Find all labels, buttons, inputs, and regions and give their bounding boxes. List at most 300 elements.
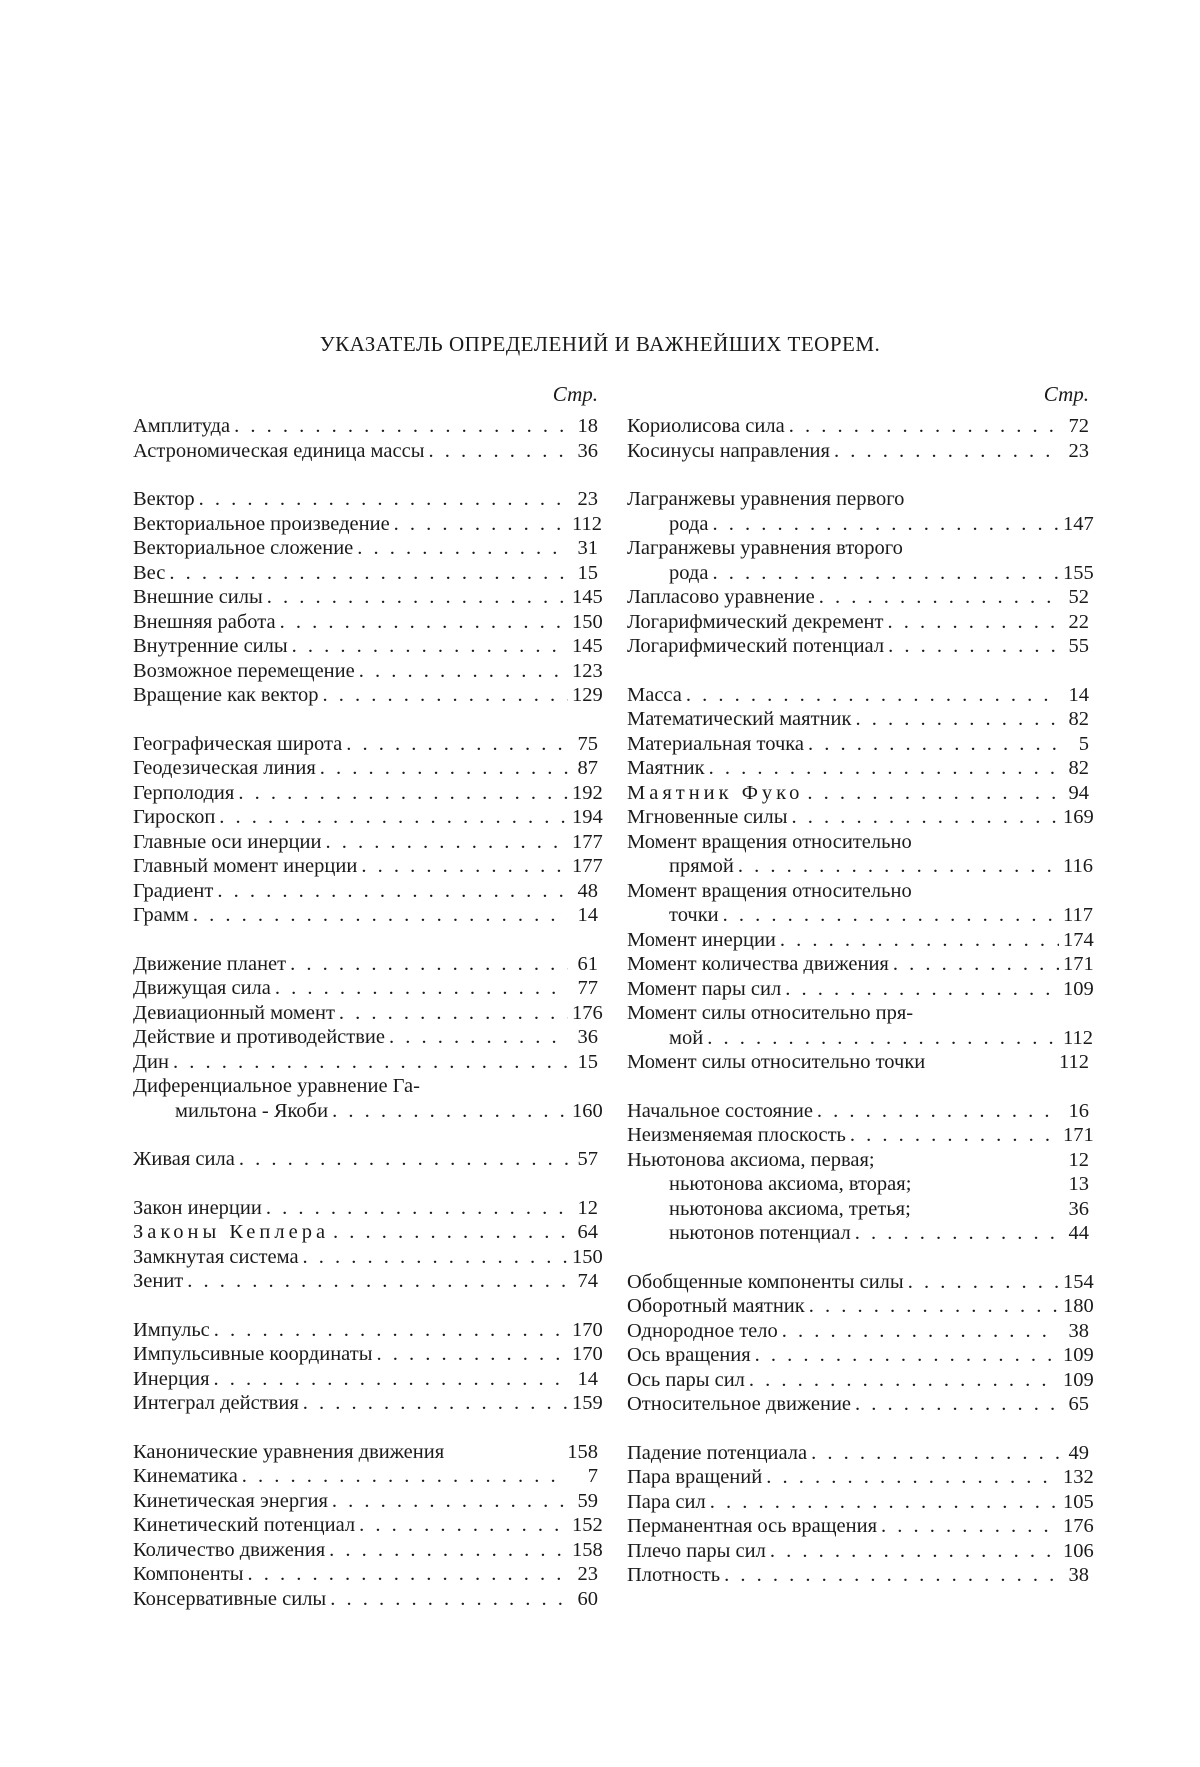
index-term: Пара сил [627,1490,706,1513]
index-page-number: 74 [577,1270,598,1292]
index-entry [627,1563,1089,1588]
index-entry [627,487,1089,512]
dot-leader [686,683,1059,708]
index-entry [627,1050,1089,1075]
index-entry [627,1294,1094,1319]
index-page-number: 170 [572,1343,603,1365]
index-term: Инерция [133,1367,210,1390]
index-page-number: 38 [1068,1564,1089,1586]
index-entry [133,561,598,586]
dot-leader [850,1123,1059,1148]
index-entry [627,952,1094,977]
index-page-number: 48 [577,879,598,902]
index-entry [627,439,1089,464]
index-group [627,683,1094,1075]
dot-leader [855,1221,1059,1246]
dot-leader [290,952,568,977]
index-entry [133,536,598,561]
index-entry [133,1513,603,1538]
index-page-number: 160 [572,1099,603,1122]
index-group [627,1099,1094,1246]
index-entry [627,1148,1089,1173]
dot-leader [275,976,568,1001]
index-entry [133,487,598,512]
dot-leader [855,1392,1059,1417]
index-term: Градиент [133,879,214,902]
index-page-number: 23 [577,1563,598,1585]
dot-leader [214,1367,569,1392]
index-term: Движущая сила [133,977,271,999]
index-page-number: 194 [572,806,603,828]
index-term: Перманентная ось вращения [627,1515,878,1537]
index-term: мильтона - Якоби [175,1099,329,1122]
index-entry [627,781,1089,806]
index-term: Логарифмический потенциал [627,635,885,657]
index-term: Момент пары сил [627,977,782,1000]
index-term: Амплитуда [133,415,231,437]
dot-leader [267,585,568,610]
index-term: Момент вращения относительно [627,879,912,902]
index-page-number: 14 [577,904,598,926]
index-entry [133,1367,598,1392]
index-term: Кинетический потенциал [133,1514,356,1536]
dot-leader [749,1368,1059,1393]
index-entry [627,1319,1089,1344]
index-entry [627,805,1094,830]
index-term: Маятник [627,757,705,779]
index-term: Мгновенные силы [627,806,788,828]
dot-leader [881,1514,1059,1539]
index-entry [627,854,1093,879]
index-entry [627,512,1094,537]
index-term: Пара вращений [627,1466,763,1488]
index-column-left [133,380,603,1635]
index-entry [133,1391,603,1416]
index-group [627,1441,1094,1588]
page-title: УКАЗАТЕЛЬ ОПРЕДЕЛЕНИЙ И ВАЖНЕЙШИХ ТЕОРЕМ. [319,332,881,356]
index-term: Момент количества движения [627,953,889,975]
dot-leader [329,1538,568,1563]
index-entry [133,634,603,659]
index-entry [627,414,1089,439]
index-entry [133,414,598,439]
dot-leader [394,512,568,537]
index-entry [627,1490,1094,1515]
index-page-number: 64 [577,1221,598,1243]
index-term: Гироскоп [133,806,216,828]
index-page-number: 12 [577,1196,598,1219]
index-term: Движение планет [133,952,287,975]
index-entry [133,781,603,806]
index-term: Импульсивные координаты [133,1343,373,1365]
index-term: прямой [669,855,734,877]
dot-leader [169,561,568,586]
index-page-number: 49 [1068,1441,1089,1464]
dot-leader [359,659,568,684]
index-term: Логарифмический декремент [627,610,884,633]
dot-leader [782,1319,1059,1344]
index-page-number: 145 [572,586,603,608]
index-term: Вес [133,561,166,584]
index-entry [627,683,1089,708]
index-entry [133,439,598,464]
dot-leader [330,1587,568,1612]
index-entry [627,1539,1094,1564]
index-entry [627,928,1094,953]
index-group [627,487,1094,659]
index-term: мой [669,1026,704,1049]
dot-leader [247,1562,568,1587]
index-entry [133,585,603,610]
index-entry [627,1514,1094,1539]
index-term: Математический маятник [627,708,852,730]
index-page-number: 23 [577,488,598,510]
index-page-number: 116 [1063,855,1093,877]
index-page-number: 14 [577,1367,598,1390]
index-entry [627,1368,1094,1393]
dot-leader [712,512,1059,537]
index-entry [133,1587,598,1612]
index-term: Момент силы относительно пря- [627,1002,914,1024]
index-page-number: 105 [1063,1490,1094,1513]
dot-leader [766,1465,1059,1490]
index-page-number: 155 [1063,561,1094,584]
index-term: Зенит [133,1270,184,1292]
dot-leader [908,1270,1059,1295]
index-term: точки [669,904,719,926]
dot-leader [893,952,1059,977]
dot-leader [855,707,1059,732]
index-term: Косинусы направления [627,439,830,462]
index-term: Материальная точка [627,732,805,755]
index-entry [133,1489,598,1514]
index-term: Географическая широта [133,732,343,755]
index-entry [133,976,598,1001]
dot-leader [320,756,568,781]
dot-leader [709,756,1059,781]
index-term: Неизменяемая плоскость [627,1124,846,1146]
dot-leader [428,439,568,464]
index-page-number: 176 [1063,1515,1094,1537]
dot-leader [238,781,568,806]
index-page-number: 180 [1063,1295,1094,1317]
index-term: ньютонова аксиома, третья; [669,1197,911,1220]
index-page-number: 5 [1078,732,1089,755]
dot-leader [242,1464,568,1489]
index-entry [627,977,1094,1002]
index-group [133,1440,603,1612]
index-entry [133,732,598,757]
index-entry [133,1050,598,1075]
index-term: Плечо пары сил [627,1539,766,1562]
index-term: Ось вращения [627,1344,751,1366]
dot-leader [214,1318,568,1343]
index-page-number: 147 [1063,512,1094,535]
index-entry [133,1074,598,1099]
index-page-number: 87 [577,757,598,779]
dot-leader [707,1026,1059,1051]
dot-leader [322,683,568,708]
index-page-number: 106 [1063,1539,1094,1562]
index-entry [133,1025,598,1050]
dot-leader [357,536,568,561]
index-page-number: 192 [572,781,603,804]
index-term: Плотность [627,1564,721,1586]
index-term: рода [669,561,709,584]
index-entry [627,1343,1094,1368]
index-entry [627,561,1094,586]
dot-leader [809,1294,1059,1319]
index-entry [133,756,598,781]
index-term: Герполодия [133,781,235,804]
index-entry [627,879,1089,904]
index-page-number: 22 [1068,610,1089,633]
index-term: Лагранжевы уравнения второго [627,537,903,559]
index-entry [627,536,1089,561]
dot-leader [280,610,568,635]
dot-leader [239,1147,568,1172]
dot-leader [817,1099,1059,1124]
index-term: Однородное тело [627,1319,778,1342]
index-term: Главные оси инерции [133,830,322,853]
index-term: Количество движения [133,1538,326,1561]
index-group [133,1147,598,1172]
index-page-number: 150 [572,610,603,633]
index-page-number: 12 [1068,1148,1089,1171]
index-entry [133,1562,598,1587]
index-page-number: 132 [1063,1466,1094,1488]
index-page-number: 7 [587,1465,598,1487]
index-entry [133,1196,598,1221]
index-page-number: 158 [567,1440,598,1463]
dot-leader [339,1001,568,1026]
index-entry [133,610,603,635]
dot-leader [789,414,1059,439]
index-term: Векториальное произведение [133,512,390,535]
index-entry [627,1465,1094,1490]
index-entry [627,1221,1089,1246]
index-entry [627,585,1089,610]
index-term: Интеграл действия [133,1392,299,1414]
index-page-number: 36 [1068,1197,1089,1220]
index-term: ньютонов потенциал [669,1222,851,1244]
index-page-number: 177 [572,830,603,853]
index-page-number: 61 [577,952,598,975]
index-entry [133,854,603,879]
index-entry [133,903,598,928]
index-page-number: 117 [1063,904,1093,926]
index-page-number: 159 [572,1392,603,1414]
index-term: Момент инерции [627,928,776,951]
index-page-number: 38 [1068,1319,1089,1342]
index-page-number: 15 [577,561,598,584]
index-term: Консервативные силы [133,1587,327,1610]
index-term: Замкнутая система [133,1245,299,1268]
index-page-number: 65 [1068,1393,1089,1415]
index-entry [627,1172,1089,1197]
index-entry [627,1026,1093,1051]
index-group [133,487,603,708]
index-page-number: 55 [1068,635,1089,657]
page-column-header: Стр. [1043,382,1089,406]
index-entry [627,1270,1094,1295]
index-groups [627,414,1094,1588]
index-entry [133,512,602,537]
index-entry [133,1342,603,1367]
dot-leader [887,610,1059,635]
index-page-number: 129 [572,684,603,706]
index-term: Лагранжевы уравнения первого [627,488,905,510]
index-page-number: 176 [572,1001,603,1024]
index-term: Действие и противодействие [133,1026,385,1048]
index-page-number: 109 [1063,1368,1094,1391]
index-entry [627,903,1093,928]
index-page-number: 15 [577,1050,598,1073]
index-term: Момент силы относительно точки [627,1051,926,1073]
index-term: Ось пары сил [627,1368,745,1391]
dot-leader [292,634,568,659]
dot-leader [219,805,568,830]
index-entry [627,707,1089,732]
index-page-number: 112 [572,512,602,535]
index-page-number: 112 [1063,1026,1093,1049]
dot-leader [332,1099,568,1124]
dot-leader [234,414,568,439]
dot-leader [325,830,568,855]
index-entry [627,756,1089,781]
index-entry [133,952,598,977]
index-entry [627,1392,1089,1417]
dot-leader [738,854,1059,879]
dot-leader [193,903,568,928]
index-term: Вектор [133,488,195,510]
dot-leader [780,928,1059,953]
dot-leader [266,1196,568,1221]
dot-leader [755,1343,1059,1368]
index-term: Компоненты [133,1563,244,1585]
index-entry [133,1147,598,1172]
index-term: Относительное движение [627,1393,852,1415]
index-entry [133,659,603,684]
dot-leader [361,854,568,879]
index-page-number: 150 [572,1245,603,1268]
dot-leader [173,1050,568,1075]
dot-leader [785,977,1059,1002]
dot-leader [303,1245,568,1270]
dot-leader [834,439,1059,464]
index-term: Ньютонова аксиома, первая; [627,1148,875,1171]
dot-leader [303,1391,568,1416]
index-page-number: 152 [572,1514,603,1536]
index-page-number: 112 [1059,1051,1089,1073]
index-group [133,952,603,1124]
index-term: Астрономическая единица массы [133,439,425,462]
index-term: Законы Кеплера [133,1221,330,1243]
index-entry [627,830,1089,855]
index-page-number: 82 [1068,708,1089,730]
index-term: Векториальное сложение [133,537,354,559]
index-page-number: 52 [1068,586,1089,608]
page-column-header: Стр. [552,382,598,406]
index-term: Кинетическая энергия [133,1489,328,1512]
dot-leader [332,1489,568,1514]
index-entry [133,1001,603,1026]
index-entry [133,1440,598,1465]
index-entry [627,732,1089,757]
index-entry [627,1123,1094,1148]
index-term: Грамм [133,904,189,926]
index-term: Внутренние силы [133,635,288,657]
index-page-number: 177 [572,855,603,877]
dot-leader [807,781,1059,806]
index-page-number: 16 [1068,1099,1089,1122]
index-page-number: 154 [1063,1270,1094,1293]
index-entry [133,879,598,904]
index-page-number: 75 [577,732,598,755]
index-groups [133,414,603,1611]
index-page-number: 18 [577,415,598,437]
dot-leader [199,487,568,512]
index-page-number: 72 [1068,415,1089,437]
index-page-number: 169 [1063,806,1094,828]
dot-leader [819,585,1059,610]
index-group [133,414,598,463]
index-page-number: 123 [572,659,603,682]
dot-leader [710,1490,1059,1515]
index-term: Лапласово уравнение [627,586,815,608]
index-page-number: 59 [577,1489,598,1512]
index-entry [133,830,603,855]
index-term: рода [669,512,709,535]
index-term: Диференциальное уравнение Га- [133,1075,420,1097]
index-entry [627,1001,1089,1026]
index-entry [133,1464,598,1489]
index-page-number: 31 [577,537,598,559]
index-page-number: 23 [1068,439,1089,462]
index-term: Вращение как вектор [133,684,319,706]
index-page-number: 14 [1068,683,1089,706]
index-term: Кориолисова сила [627,415,785,437]
index-page-number: 94 [1068,781,1089,804]
index-page-number: 82 [1068,757,1089,779]
dot-leader [187,1269,568,1294]
index-term: Оборотный маятник [627,1295,805,1317]
index-term: Импульс [133,1318,210,1341]
index-group [133,1196,603,1294]
index-entry [627,1441,1089,1466]
index-entry [627,1099,1089,1124]
index-term: Начальное состояние [627,1099,813,1122]
dot-leader [376,1342,568,1367]
dot-leader [333,1220,568,1245]
index-group [627,1270,1094,1417]
index-term: Возможное перемещение [133,659,355,682]
index-term: Кинематика [133,1465,238,1487]
index-page-number: 174 [1063,928,1094,951]
index-term: Внешние силы [133,586,263,608]
index-term: Дин [133,1050,169,1073]
index-page-number: 36 [577,439,598,462]
index-term: Закон инерции [133,1196,262,1219]
index-column-right [627,380,1094,1612]
index-entry [133,1538,603,1563]
index-page-number: 36 [577,1026,598,1048]
index-page-number: 44 [1068,1222,1089,1244]
index-page-number: 170 [572,1318,603,1341]
index-page-number: 171 [1063,1124,1094,1146]
index-entry [133,1269,598,1294]
dot-leader [359,1513,568,1538]
